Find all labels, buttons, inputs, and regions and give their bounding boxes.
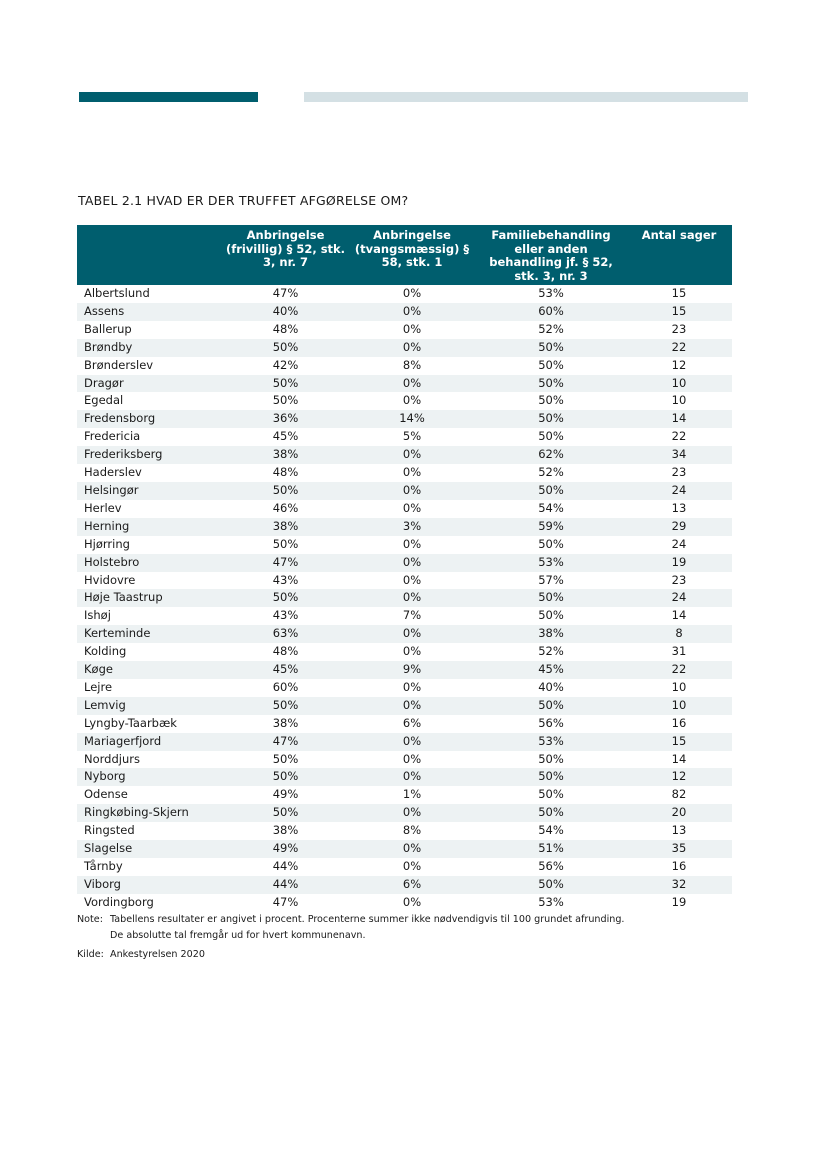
cell-voluntary-placement: 47% <box>223 733 348 751</box>
cell-case-count: 10 <box>671 393 687 408</box>
table-row <box>77 375 732 393</box>
cell-forced-placement: 0% <box>402 894 422 909</box>
cell-voluntary-placement: 47% <box>223 554 348 572</box>
table-row <box>77 339 732 357</box>
table-row <box>77 751 732 769</box>
table-row <box>77 661 732 679</box>
cell-case-count: 24 <box>626 589 732 607</box>
cell-family-treatment: 50% <box>476 697 626 715</box>
cell-case-count: 29 <box>626 518 732 536</box>
table-row <box>77 894 732 912</box>
table-header-row <box>77 225 732 285</box>
cell-family-treatment: 59% <box>476 518 626 536</box>
cell-family-treatment: 56% <box>538 859 564 873</box>
table-row <box>77 786 732 804</box>
cell-voluntary-placement: 47% <box>272 286 299 300</box>
cell-case-count: 15 <box>671 286 687 300</box>
cell-family-treatment: 50% <box>476 876 626 894</box>
table-row <box>77 428 732 446</box>
cell-family-treatment: 40% <box>538 679 564 694</box>
cell-family-treatment: 50% <box>476 375 626 393</box>
cell-family-treatment: 53% <box>538 894 564 909</box>
cell-family-treatment: 53% <box>476 733 626 751</box>
cell-family-treatment: 50% <box>476 768 626 786</box>
note-line-1: Tabellens resultater er angivet i procent. Procenterne summer ikke nødvendigvis til 100 grundet afrunding. <box>110 914 625 925</box>
header-case-count: Antal sager <box>626 225 732 285</box>
cell-voluntary-placement: 49% <box>223 840 348 858</box>
cell-municipality: Lemvig <box>77 697 223 715</box>
table-note <box>77 912 625 944</box>
cell-voluntary-placement: 45% <box>272 429 299 444</box>
cell-municipality: Odense <box>84 787 128 802</box>
table-row <box>77 822 732 840</box>
header-municipality <box>77 225 223 285</box>
cell-voluntary-placement: 50% <box>223 697 348 715</box>
cell-forced-placement: 6% <box>402 715 422 730</box>
cell-municipality: Ringkøbing-Skjern <box>77 804 223 822</box>
table-row <box>77 321 732 339</box>
cell-case-count: 15 <box>626 733 732 751</box>
cell-case-count: 82 <box>671 787 687 802</box>
cell-voluntary-placement: 40% <box>223 303 348 321</box>
cell-municipality: Køge <box>77 661 223 679</box>
cell-voluntary-placement: 50% <box>223 375 348 393</box>
cell-forced-placement: 0% <box>402 321 422 336</box>
cell-forced-placement: 0% <box>348 446 476 464</box>
cell-family-treatment: 50% <box>476 410 626 428</box>
cell-family-treatment: 56% <box>538 715 564 730</box>
table-source <box>77 947 205 963</box>
cell-municipality: Viborg <box>77 876 223 894</box>
cell-municipality: Kolding <box>84 644 127 659</box>
cell-family-treatment: 50% <box>476 339 626 357</box>
table-row <box>77 697 732 715</box>
source-label: Kilde: <box>77 949 104 960</box>
table-row <box>77 357 732 375</box>
table-row <box>77 482 732 500</box>
cell-case-count: 19 <box>671 894 687 909</box>
cell-voluntary-placement: 63% <box>223 625 348 643</box>
cell-forced-placement: 0% <box>348 303 476 321</box>
cell-forced-placement: 0% <box>348 768 476 786</box>
cell-case-count: 14 <box>626 410 732 428</box>
cell-forced-placement: 0% <box>348 589 476 607</box>
cell-municipality: Ballerup <box>84 321 132 336</box>
cell-case-count: 16 <box>671 859 687 873</box>
cell-forced-placement: 0% <box>402 751 422 766</box>
cell-municipality: Hjørring <box>84 536 130 551</box>
cell-case-count: 24 <box>671 536 687 551</box>
cell-voluntary-placement: 50% <box>272 536 299 551</box>
cell-case-count: 23 <box>671 572 687 587</box>
cell-municipality: Frederiksberg <box>77 446 223 464</box>
cell-voluntary-placement: 50% <box>272 393 299 408</box>
cell-case-count: 31 <box>671 644 687 659</box>
cell-case-count: 15 <box>626 303 732 321</box>
cell-municipality: Fredensborg <box>77 410 223 428</box>
cell-municipality: Høje Taastrup <box>77 589 223 607</box>
cell-case-count: 35 <box>626 840 732 858</box>
cell-voluntary-placement: 60% <box>272 679 299 694</box>
cell-family-treatment: 51% <box>476 840 626 858</box>
cell-municipality: Brønderslev <box>84 357 154 372</box>
cell-case-count: 13 <box>671 823 687 838</box>
cell-forced-placement: 0% <box>348 339 476 357</box>
cell-family-treatment: 52% <box>538 465 564 480</box>
cell-voluntary-placement: 38% <box>223 446 348 464</box>
cell-case-count: 12 <box>671 357 687 372</box>
header-voluntary-placement: Anbringelse (frivillig) § 52, stk. 3, nr. 7 <box>223 225 348 285</box>
cell-family-treatment: 50% <box>538 751 564 766</box>
table-row <box>77 768 732 786</box>
cell-forced-placement: 14% <box>348 410 476 428</box>
cell-family-treatment: 60% <box>476 303 626 321</box>
cell-voluntary-placement: 38% <box>272 715 299 730</box>
cell-voluntary-placement: 45% <box>223 661 348 679</box>
cell-municipality: Holstebro <box>77 554 223 572</box>
cell-municipality: Fredericia <box>84 429 141 444</box>
cell-case-count: 20 <box>626 804 732 822</box>
cell-case-count: 13 <box>671 500 687 515</box>
cell-voluntary-placement: 43% <box>272 572 299 587</box>
cell-municipality: Lyngby-Taarbæk <box>84 715 177 730</box>
cell-municipality: Mariagerfjord <box>77 733 223 751</box>
cell-case-count: 22 <box>626 339 732 357</box>
cell-voluntary-placement: 36% <box>223 410 348 428</box>
cell-voluntary-placement: 49% <box>272 787 299 802</box>
cell-forced-placement: 0% <box>348 375 476 393</box>
cell-voluntary-placement: 44% <box>223 876 348 894</box>
cell-municipality: Kerteminde <box>77 625 223 643</box>
cell-case-count: 23 <box>671 321 687 336</box>
cell-municipality: Hvidovre <box>84 572 136 587</box>
cell-family-treatment: 53% <box>476 554 626 572</box>
cell-family-treatment: 50% <box>538 357 564 372</box>
cell-forced-placement: 7% <box>402 608 422 623</box>
cell-forced-placement: 0% <box>402 393 422 408</box>
cell-municipality: Herning <box>77 518 223 536</box>
cell-municipality: Assens <box>77 303 223 321</box>
cell-voluntary-placement: 48% <box>272 465 299 480</box>
header-forced-placement: Anbringelse (tvangsmæssig) § 58, stk. 1 <box>348 225 476 285</box>
cell-case-count: 24 <box>626 482 732 500</box>
table-row <box>77 536 732 554</box>
cell-municipality: Norddjurs <box>84 751 140 766</box>
cell-forced-placement: 0% <box>348 733 476 751</box>
cell-family-treatment: 50% <box>476 482 626 500</box>
cell-forced-placement: 0% <box>402 286 422 300</box>
cell-voluntary-placement: 44% <box>272 859 299 873</box>
cell-case-count: 10 <box>671 679 687 694</box>
table-row <box>77 876 732 894</box>
cell-municipality: Ishøj <box>84 608 111 623</box>
table-row <box>77 285 732 303</box>
cell-voluntary-placement: 48% <box>272 321 299 336</box>
cell-family-treatment: 57% <box>538 572 564 587</box>
cell-municipality: Egedal <box>84 393 124 408</box>
cell-municipality: Lejre <box>84 679 113 694</box>
table-row <box>77 410 732 428</box>
cell-family-treatment: 52% <box>538 644 564 659</box>
table-body <box>77 285 732 912</box>
cell-forced-placement: 0% <box>348 554 476 572</box>
table-row <box>77 500 732 518</box>
cell-voluntary-placement: 50% <box>223 482 348 500</box>
cell-municipality: Ringsted <box>84 823 135 838</box>
cell-voluntary-placement: 38% <box>272 823 299 838</box>
cell-case-count: 19 <box>626 554 732 572</box>
cell-family-treatment: 52% <box>538 321 564 336</box>
table-row <box>77 572 732 590</box>
table-row <box>77 679 732 697</box>
cell-voluntary-placement: 47% <box>272 894 299 909</box>
cell-forced-placement: 9% <box>348 661 476 679</box>
table-row <box>77 303 732 321</box>
cell-voluntary-placement: 50% <box>223 339 348 357</box>
cell-case-count: 10 <box>626 375 732 393</box>
table-row <box>77 643 732 661</box>
cell-forced-placement: 0% <box>402 500 422 515</box>
cell-case-count: 34 <box>626 446 732 464</box>
cell-forced-placement: 0% <box>402 644 422 659</box>
cell-forced-placement: 0% <box>348 840 476 858</box>
table-row <box>77 625 732 643</box>
cell-municipality: Tårnby <box>84 859 123 873</box>
table-row <box>77 464 732 482</box>
cell-family-treatment: 45% <box>476 661 626 679</box>
cell-voluntary-placement: 50% <box>272 751 299 766</box>
cell-family-treatment: 50% <box>538 608 564 623</box>
cell-forced-placement: 0% <box>402 679 422 694</box>
cell-forced-placement: 8% <box>402 357 422 372</box>
cell-family-treatment: 50% <box>538 536 564 551</box>
table-row <box>77 840 732 858</box>
table-row <box>77 804 732 822</box>
cell-case-count: 12 <box>626 768 732 786</box>
table-row <box>77 607 732 625</box>
cell-voluntary-placement: 42% <box>272 357 299 372</box>
cell-family-treatment: 54% <box>538 823 564 838</box>
source-text: Ankestyrelsen 2020 <box>110 949 205 960</box>
table-row <box>77 518 732 536</box>
cell-case-count: 22 <box>671 429 687 444</box>
note-line-2: De absolutte tal fremgår ud for hvert kommunenavn. <box>110 930 366 941</box>
note-label: Note: <box>77 914 103 925</box>
cell-family-treatment: 53% <box>538 286 564 300</box>
cell-forced-placement: 0% <box>402 465 422 480</box>
cell-case-count: 14 <box>671 608 687 623</box>
cell-family-treatment: 50% <box>538 787 564 802</box>
cell-municipality: Slagelse <box>77 840 223 858</box>
cell-family-treatment: 62% <box>476 446 626 464</box>
table-row <box>77 446 732 464</box>
cell-forced-placement: 1% <box>402 787 422 802</box>
cell-municipality: Albertslund <box>84 286 150 300</box>
table-title: TABEL 2.1 HVAD ER DER TRUFFET AFGØRELSE OM? <box>78 193 409 208</box>
cell-voluntary-placement: 50% <box>223 589 348 607</box>
cell-voluntary-placement: 38% <box>223 518 348 536</box>
cell-voluntary-placement: 50% <box>223 768 348 786</box>
header-accent-bar-light <box>304 92 748 102</box>
cell-voluntary-placement: 50% <box>223 804 348 822</box>
cell-forced-placement: 0% <box>348 804 476 822</box>
cell-case-count: 14 <box>671 751 687 766</box>
cell-forced-placement: 0% <box>402 859 422 873</box>
cell-forced-placement: 8% <box>402 823 422 838</box>
cell-case-count: 22 <box>626 661 732 679</box>
cell-family-treatment: 50% <box>538 429 564 444</box>
table-row <box>77 715 732 733</box>
cell-forced-placement: 5% <box>402 429 422 444</box>
cell-family-treatment: 38% <box>476 625 626 643</box>
cell-family-treatment: 54% <box>538 500 564 515</box>
cell-municipality: Helsingør <box>77 482 223 500</box>
table-row <box>77 554 732 572</box>
cell-municipality: Herlev <box>84 500 122 515</box>
cell-family-treatment: 50% <box>538 393 564 408</box>
cell-case-count: 32 <box>626 876 732 894</box>
cell-forced-placement: 0% <box>348 697 476 715</box>
cell-municipality: Dragør <box>77 375 223 393</box>
table-row <box>77 589 732 607</box>
cell-forced-placement: 0% <box>402 536 422 551</box>
table-row <box>77 733 732 751</box>
cell-case-count: 8 <box>626 625 732 643</box>
cell-forced-placement: 0% <box>348 625 476 643</box>
cell-case-count: 23 <box>671 465 687 480</box>
cell-voluntary-placement: 46% <box>272 500 299 515</box>
table-row <box>77 858 732 876</box>
header-accent-bar-dark <box>79 92 258 102</box>
cell-municipality: Nyborg <box>77 768 223 786</box>
cell-forced-placement: 0% <box>402 572 422 587</box>
cell-forced-placement: 6% <box>348 876 476 894</box>
cell-municipality: Vordingborg <box>84 894 154 909</box>
cell-municipality: Brøndby <box>77 339 223 357</box>
cell-family-treatment: 50% <box>476 589 626 607</box>
cell-voluntary-placement: 43% <box>272 608 299 623</box>
cell-family-treatment: 50% <box>476 804 626 822</box>
header-family-treatment: Familiebehandling eller anden behandling jf. § 52, stk. 3, nr. 3 <box>476 225 626 285</box>
table-row <box>77 392 732 410</box>
cell-forced-placement: 0% <box>348 482 476 500</box>
cell-case-count: 10 <box>626 697 732 715</box>
cell-forced-placement: 3% <box>348 518 476 536</box>
cell-case-count: 16 <box>671 715 687 730</box>
data-table <box>77 225 732 912</box>
cell-municipality: Haderslev <box>84 465 142 480</box>
cell-voluntary-placement: 48% <box>272 644 299 659</box>
